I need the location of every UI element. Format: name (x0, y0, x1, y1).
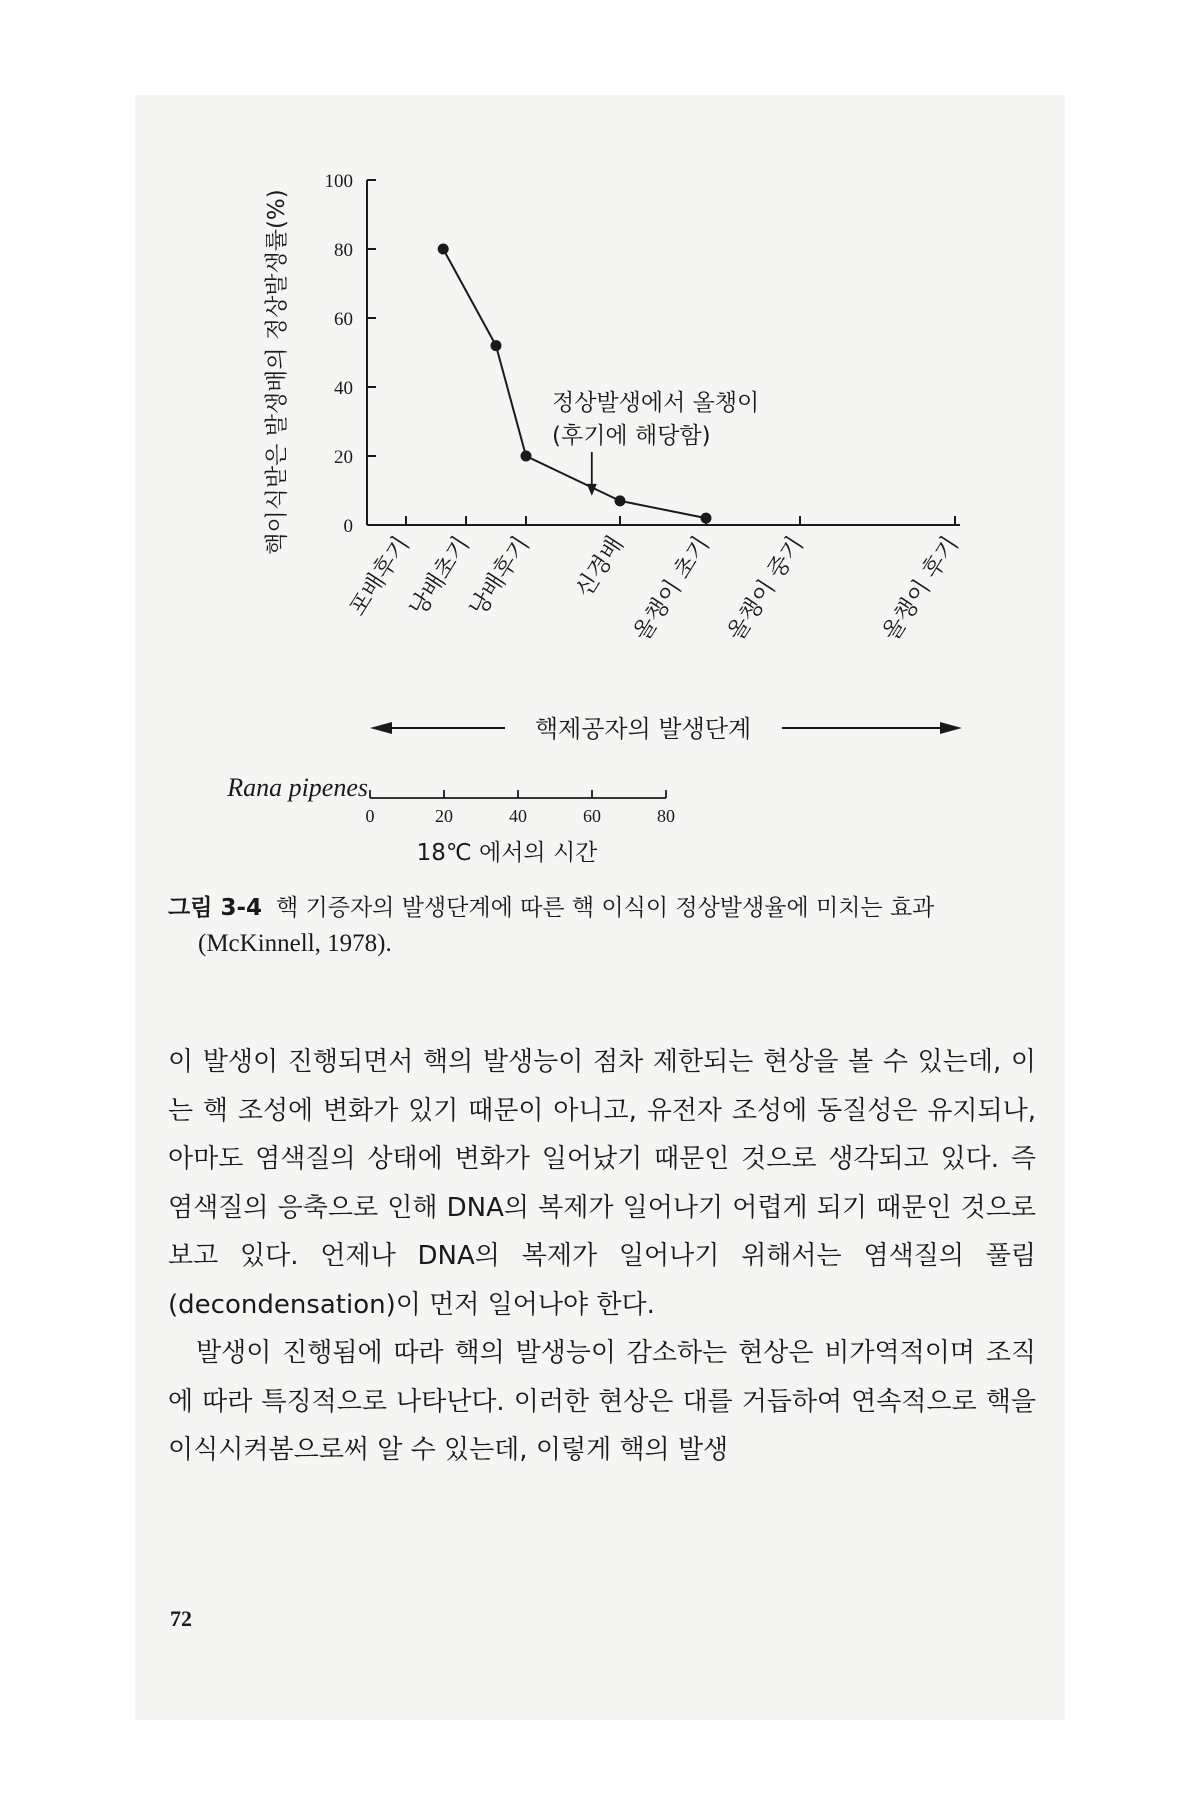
species-label: Rana pipenes (227, 773, 368, 802)
figure-reference: (McKinnell, 1978). (198, 930, 392, 957)
annotation-line1: 정상발생에서 올챙이 (552, 390, 760, 416)
data-point (701, 513, 712, 524)
data-point (438, 244, 449, 255)
time-tick-label: 80 (657, 806, 675, 826)
stage-label: 낭배초기 (404, 532, 476, 621)
y-tick-label: 20 (334, 447, 353, 468)
stage-label: 신경배 (570, 532, 630, 603)
figure-label: 그림 3-4 (168, 895, 262, 921)
paragraph-2: 발생이 진행됨에 따라 핵의 발생능이 감소하는 현상은 비가역적이며 조직에 따라 특징적으로 나타난다. 이러한 현상은 대를 거듭하여 연속적으로 핵을 이식시켜봄으로써 알 수 있는데, 이렇게 핵의 발생 (168, 1338, 1036, 1465)
data-point (615, 495, 626, 506)
time-tick-label: 20 (435, 806, 453, 826)
nuclear-transplant-chart (0, 0, 1200, 880)
stage-label: 올챙이 후기 (877, 532, 965, 646)
data-points (438, 244, 712, 524)
y-axis-label: 핵이식받은 발생배의 정상발생률(%) (264, 189, 290, 555)
stage-label: 올챙이 중기 (722, 532, 810, 646)
y-axis-ticks (325, 171, 377, 537)
time-tick-label: 0 (365, 806, 375, 826)
stage-labels (345, 532, 964, 645)
paragraph-1: 이 발생이 진행되면서 핵의 발생능이 점차 제한되는 현상을 볼 수 있는데, 이는 핵 조성에 변화가 있기 때문이 아니고, 유전자 조성에 동질성은 유지되나, 아마도 염색질의 상태에 변화가 일어났기 때문인 것으로 생각되고 있다. 즉 염색질의 응축으로 인해 DNA의 복제가 일어나기 어렵게 되기 때문인 것으로 보고 있다. 언제나 DNA의 복제가 일어나기 위해서는 염색질의 풀림(decondensation)이 먼저 일어나야 한다. (168, 1047, 1036, 1320)
x-axis-ticks (406, 516, 955, 525)
stage-axis-label: 핵제공자의 발생단계 (534, 715, 752, 743)
stage-label: 낭배후기 (464, 532, 536, 621)
time-tick-label: 60 (583, 806, 601, 826)
data-point (491, 340, 502, 351)
y-tick-label: 0 (343, 516, 353, 537)
time-scale-ticks (366, 790, 676, 826)
y-tick-label: 100 (324, 171, 353, 192)
y-tick-label: 80 (334, 240, 353, 261)
stage-label: 포배후기 (344, 532, 416, 621)
time-tick-label: 40 (509, 806, 527, 826)
data-point (521, 451, 532, 462)
page-number: 72 (170, 1606, 192, 1631)
body-text (168, 1038, 1036, 1475)
annotation-line2: (후기에 해당함) (552, 423, 711, 449)
y-tick-label: 60 (334, 309, 353, 330)
time-axis-label: 18℃ 에서의 시간 (416, 840, 598, 866)
y-tick-label: 40 (334, 378, 353, 399)
stage-label: 올챙이 초기 (628, 532, 716, 646)
figure-caption-text: 핵 기증자의 발생단계에 따른 핵 이식이 정상발생율에 미치는 효과 (276, 895, 935, 921)
figure-caption (168, 890, 1048, 962)
series-line (443, 249, 706, 518)
